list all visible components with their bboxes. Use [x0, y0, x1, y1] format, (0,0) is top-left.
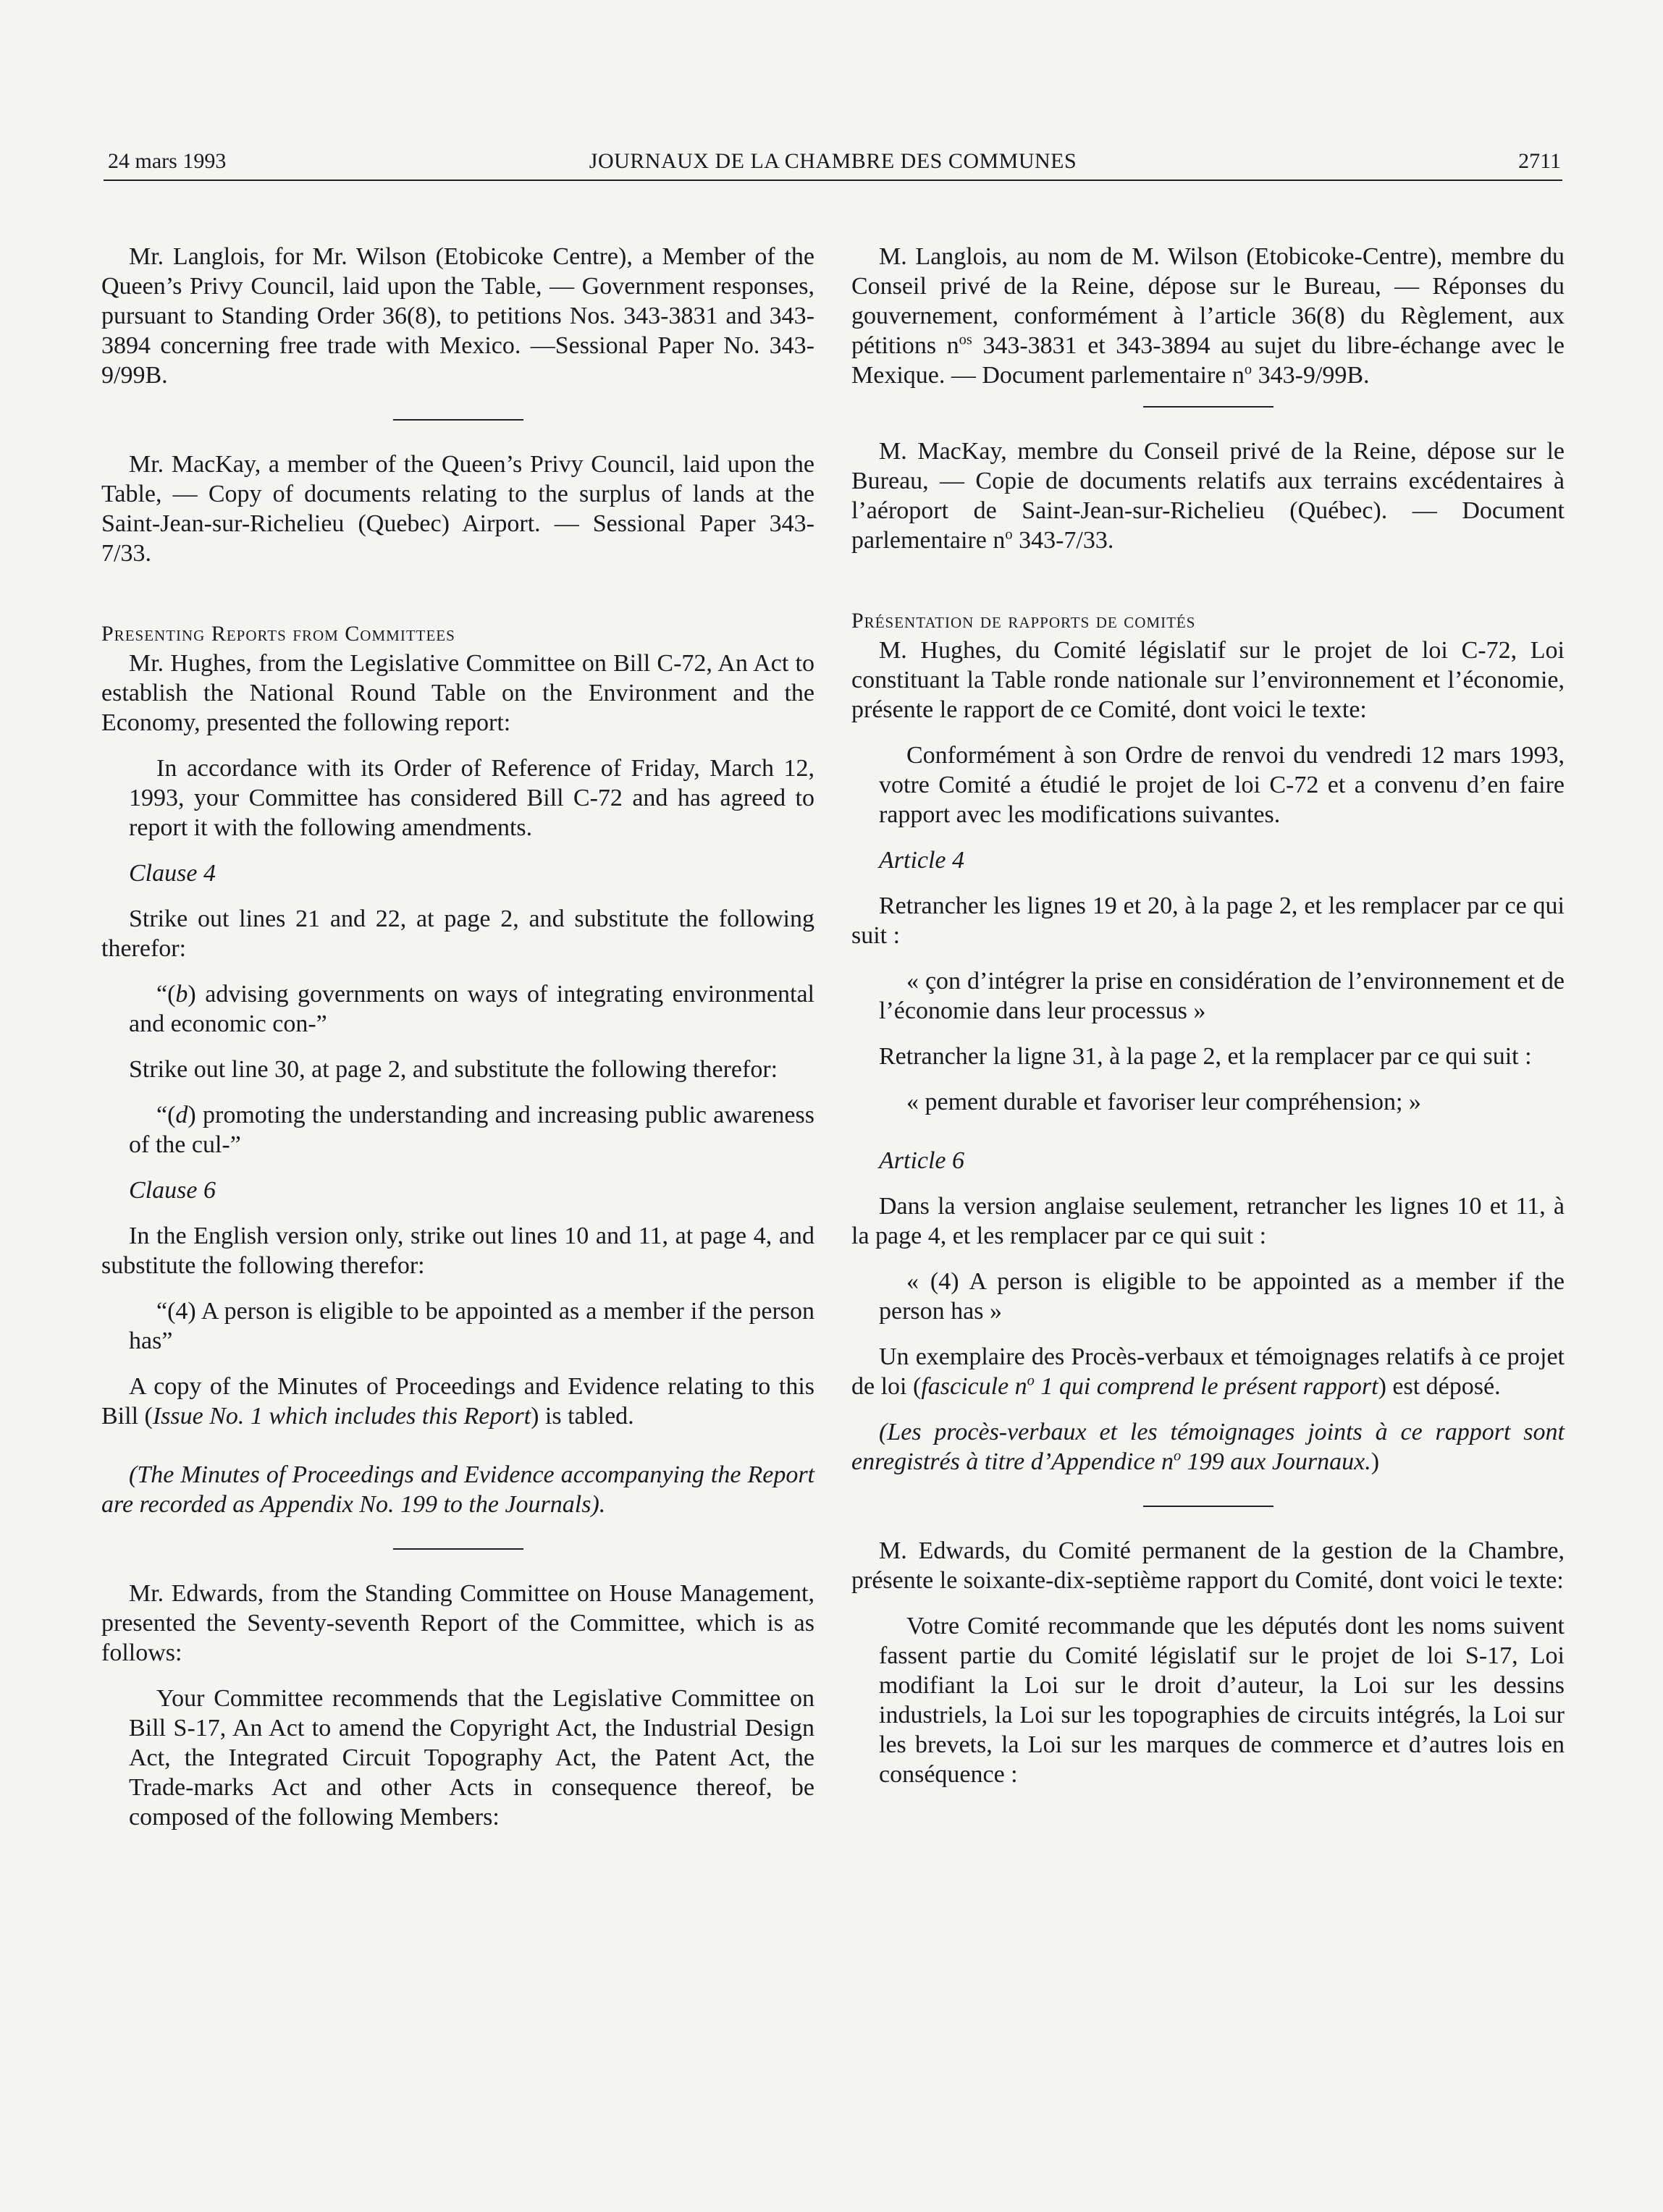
fr-minutes-tabled: Un exemplaire des Procès-verbaux et témoignages relatifs à ce projet de loi (fascicule $n^o$ 1 qui comprend le présent rapport) est déposé.: [851, 1343, 1565, 1400]
fr-article-4: Article 4: [879, 847, 965, 874]
en-report-text: In accordance with its Order of Reference of Friday, March 12, 1993, your Committee has considered Bill C-72 and has agreed to report it with the following amendments.: [129, 755, 814, 841]
en-paragraph-mackay: Mr. MacKay, a member of the Queen’s Privy Council, laid upon the Table, — Copy of documents relating to the surplus of lands at the Saint-Jean-sur-Richelieu (Quebec) Airport. — Sessional Paper 343-7/33.: [101, 451, 814, 567]
en-section-heading: Presenting Reports from Committees: [101, 622, 455, 646]
en-quote-1: “(b) advising governments on ways of integrating environmental and economic con-”: [129, 981, 814, 1037]
fr-paragraph-mackay: M. MacKay, membre du Conseil privé de la Reine, dépose sur le Bureau, — Copie de documents relatifs aux terrains excédentaires à l’aéroport de Saint-Jean-sur-Richelieu (Québec). — Document parlementaire $n^o$ 343-7/33.: [851, 438, 1565, 554]
fr-quote-2: « pement durable et favoriser leur compréhension; »: [906, 1089, 1421, 1115]
page-number: 2711: [1518, 149, 1561, 173]
en-paragraph-hughes: Mr. Hughes, from the Legislative Committee on Bill C-72, An Act to establish the National Round Table on the Environment and the Economy, presented the following report:: [101, 650, 814, 736]
fr-quote-1: « çon d’intégrer la prise en considération de l’environnement et de l’économie dans leur processus »: [879, 968, 1565, 1024]
fr-quote-3: « (4) A person is eligible to be appointed as a member if the person has »: [879, 1268, 1565, 1325]
fr-paragraph-langlois: M. Langlois, au nom de M. Wilson (Etobicoke-Centre), membre du Conseil privé de la Reine, dépose sur le Bureau, — Réponses du gouvernement, conformément à l’article 36(8) du Règlement, aux pétitions $n^{os}$ 343-3831 et 343-3894 au sujet du libre-échange avec le Mexique. — Document parlementaire $n^o$ 343-9/99B.: [851, 243, 1565, 389]
french-column: [851, 242, 1565, 1789]
en-paragraph-langlois: Mr. Langlois, for Mr. Wilson (Etobicoke Centre), a Member of the Queen’s Privy Council, laid upon the Table, — Government responses, pursuant to Standing Order 36(8), to petitions Nos. 343-3831 and 343-3894 concerning free trade with Mexico. —Sessional Paper No. 343-9/99B.: [101, 243, 814, 389]
fr-paragraph-hughes: M. Hughes, du Comité législatif sur le projet de loi C-72, Loi constituant la Table ronde nationale sur l’environnement et l’économie, présente le rapport de ce Comité, dont voici le texte:: [851, 637, 1565, 723]
fr-amendment-2: Retrancher la ligne 31, à la page 2, et la remplacer par ce qui suit :: [879, 1043, 1532, 1070]
en-amendment-3: In the English version only, strike out lines 10 and 11, at page 4, and substitute the following therefor:: [101, 1223, 814, 1279]
fr-amendment-3: Dans la version anglaise seulement, retrancher les lignes 10 et 11, à la page 4, et les remplacer par ce qui suit :: [851, 1193, 1565, 1249]
fr-paragraph-edwards: M. Edwards, du Comité permanent de la gestion de la Chambre, présente le soixante-dix-septième rapport du Comité, dont voici le texte:: [851, 1537, 1565, 1594]
en-paragraph-edwards: Mr. Edwards, from the Standing Committee on House Management, presented the Seventy-seventh Report of the Committee, which is as follows:: [101, 1580, 814, 1666]
english-column: [101, 242, 814, 1832]
en-quote-2: “(d) promoting the understanding and increasing public awareness of the cul-”: [129, 1102, 814, 1158]
en-clause-4: Clause 4: [129, 860, 216, 887]
en-appendix-note: (The Minutes of Proceedings and Evidence accompanying the Report are recorded as Appendix No. 199 to the Journals).: [101, 1461, 814, 1518]
fr-amendment-1: Retrancher les lignes 19 et 20, à la page 2, et les remplacer par ce qui suit :: [851, 892, 1565, 949]
en-committee-recommendation: Your Committee recommends that the Legislative Committee on Bill S-17, An Act to amend the Copyright Act, the Industrial Design Act, the Integrated Circuit Topography Act, the Patent Act, the Trade-marks Act and other Acts in consequence thereof, be composed of the following Members:: [129, 1685, 814, 1831]
en-quote-3: “(4) A person is eligible to be appointed as a member if the person has”: [129, 1298, 814, 1354]
fr-appendix-note: (Les procès-verbaux et les témoignages joints à ce rapport sont enregistrés à titre d’Appendice $n^o$ 199 aux Journaux.): [851, 1419, 1565, 1475]
en-minutes-tabled: A copy of the Minutes of Proceedings and Evidence relating to this Bill (Issue No. 1 which includes this Report) is tabled.: [101, 1373, 814, 1430]
header-date: 24 mars 1993: [108, 149, 227, 173]
header-title: JOURNAUX DE LA CHAMBRE DES COMMUNES: [589, 149, 1077, 173]
en-amendment-1: Strike out lines 21 and 22, at page 2, and substitute the following therefor:: [101, 906, 814, 962]
page-header: [104, 145, 1562, 181]
fr-committee-recommendation: Votre Comité recommande que les députés dont les noms suivent fassent partie du Comité législatif sur le projet de loi S-17, Loi modifiant la Loi sur le droit d’auteur, la Loi sur les dessins industriels, la Loi sur les topographies de circuits intégrés, la Loi sur les brevets, la Loi sur les marques de commerce et d’autres lois en conséquence :: [879, 1613, 1565, 1788]
fr-report-text: Conformément à son Ordre de renvoi du vendredi 12 mars 1993, votre Comité a étudié le projet de loi C-72 et a convenu d’en faire rapport avec les modifications suivantes.: [879, 742, 1565, 828]
en-amendment-2: Strike out line 30, at page 2, and substitute the following therefor:: [129, 1056, 778, 1083]
fr-article-6: Article 6: [879, 1147, 965, 1174]
fr-section-heading: Présentation de rapports de comités: [851, 609, 1196, 633]
en-clause-6: Clause 6: [129, 1177, 216, 1204]
